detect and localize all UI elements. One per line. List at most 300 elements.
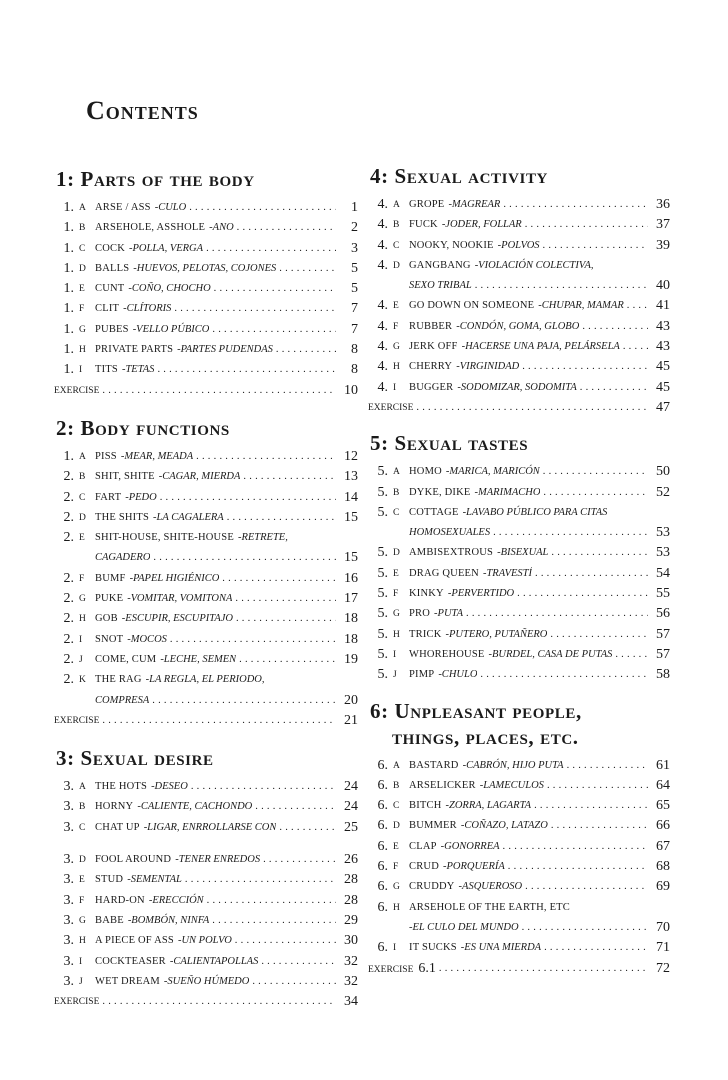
entry-number: 6. xyxy=(377,818,388,834)
entry-term: PUBES xyxy=(95,323,129,335)
entry-text xyxy=(95,239,203,259)
entry-letter: I xyxy=(393,649,397,660)
entry-text xyxy=(409,837,500,857)
dot-leader xyxy=(540,462,648,482)
page-number: 47 xyxy=(656,399,670,415)
entry-translation: -RETRETE, xyxy=(237,532,288,544)
toc-entry[interactable] xyxy=(370,564,670,584)
exercise-number: 6.1 xyxy=(418,960,436,976)
entry-term: DRAG QUEEN xyxy=(409,567,479,579)
entry-translation: -BOMBÓN, NINFA xyxy=(127,914,210,926)
entry-term: BALLS xyxy=(95,262,130,274)
page-number: 18 xyxy=(344,611,358,627)
page-number: 20 xyxy=(344,692,358,708)
toc-entry[interactable] xyxy=(370,215,670,235)
entry-term: CUNT xyxy=(95,283,125,295)
page-number: 7 xyxy=(351,321,358,337)
entry-letter: A xyxy=(79,782,86,793)
entry-term: ARSEHOLE, ASSHOLE xyxy=(95,222,206,234)
entry-term: THE HOTS xyxy=(95,781,148,793)
entry-translation: -PAPEL HIGIÉNICO xyxy=(129,572,220,584)
toc-entry[interactable] xyxy=(370,918,670,938)
entry-letter: I xyxy=(393,382,397,393)
toc-entry[interactable] xyxy=(370,337,670,357)
entry-list xyxy=(370,462,670,685)
entry-list xyxy=(370,195,670,418)
entry-text xyxy=(409,877,522,897)
entry-letter: E xyxy=(393,301,399,312)
entry-number: 4. xyxy=(377,359,388,375)
entry-letter: A xyxy=(393,760,400,771)
page-number: 12 xyxy=(344,448,358,464)
toc-entry[interactable] xyxy=(370,195,670,215)
entry-term: COCK xyxy=(95,242,125,254)
exercise-entry[interactable] xyxy=(54,992,358,1012)
entry-number: 3. xyxy=(63,852,74,868)
entry-number: 3. xyxy=(63,933,74,949)
entry-term: IT SUCKS xyxy=(409,942,457,954)
toc-entry[interactable] xyxy=(370,256,670,276)
entry-spacer xyxy=(56,838,358,850)
toc-section xyxy=(56,745,358,1012)
entry-term: HOMO xyxy=(409,466,442,478)
entry-letter: F xyxy=(79,304,85,315)
page-number: 17 xyxy=(344,591,358,607)
page-number: 45 xyxy=(656,359,670,375)
toc-entry[interactable] xyxy=(56,630,358,650)
entry-number: 2. xyxy=(63,631,74,647)
entry-text xyxy=(95,870,182,890)
entry-number: 4. xyxy=(377,339,388,355)
toc-entry[interactable] xyxy=(56,528,358,548)
entry-translation: -TRAVESTÍ xyxy=(482,567,533,579)
entry-letter: A xyxy=(393,200,400,210)
toc-entry[interactable] xyxy=(56,320,358,340)
toc-entry[interactable] xyxy=(370,776,670,796)
entry-translation: -ZORRA, LAGARTA xyxy=(445,800,532,812)
entry-letter: D xyxy=(393,548,400,559)
toc-entry[interactable] xyxy=(56,340,358,360)
dot-leader xyxy=(540,236,648,256)
entry-letter: A xyxy=(79,451,86,462)
entry-letter: E xyxy=(393,841,399,852)
exercise-entry[interactable] xyxy=(368,398,670,418)
entry-term: PRO xyxy=(409,608,431,620)
entry-list xyxy=(56,198,358,401)
entry-letter: B xyxy=(79,802,86,813)
toc-section xyxy=(56,166,358,401)
entry-term: ARSE / ASS xyxy=(95,202,151,213)
entry-number: 5. xyxy=(377,545,388,561)
dot-leader xyxy=(209,911,336,931)
dot-leader xyxy=(157,488,336,508)
page-number: 69 xyxy=(656,879,670,895)
exercise-entry[interactable] xyxy=(54,711,358,731)
dot-leader xyxy=(612,645,648,665)
dot-leader xyxy=(209,320,336,340)
exercise-label xyxy=(54,711,99,731)
toc-entry[interactable] xyxy=(56,239,358,259)
toc-entry[interactable] xyxy=(370,604,670,624)
entry-number: 5. xyxy=(377,565,388,581)
toc-entry[interactable] xyxy=(370,317,670,337)
toc-entry[interactable] xyxy=(56,818,358,838)
toc-entry[interactable] xyxy=(370,645,670,665)
entry-translation: -MEAR, MEADA xyxy=(120,450,194,462)
entry-translation: -HACERSE UNA PAJA, PELÁRSELA xyxy=(461,341,620,353)
left-column xyxy=(56,166,358,1012)
entry-term: FUCK xyxy=(409,219,438,231)
dot-leader xyxy=(99,711,336,731)
entry-translation: -MARICA, MARICÓN xyxy=(445,466,540,478)
entry-number: 3. xyxy=(63,953,74,969)
entry-text xyxy=(409,776,544,796)
entry-number: 4. xyxy=(377,318,388,334)
entry-term: GO DOWN ON SOMEONE xyxy=(409,300,535,312)
entry-text xyxy=(409,796,531,816)
entry-letter: E xyxy=(79,284,85,295)
page-number: 8 xyxy=(351,342,358,358)
dot-leader xyxy=(154,360,336,380)
entry-term: COTTAGE xyxy=(409,506,459,518)
toc-entry[interactable] xyxy=(370,296,670,316)
dot-leader xyxy=(522,215,648,235)
exercise-entry[interactable] xyxy=(54,381,358,401)
entry-term: BITCH xyxy=(409,800,442,812)
entry-number: 2. xyxy=(63,530,74,546)
toc-section xyxy=(56,415,358,731)
entry-translation: -ERECCIÓN xyxy=(148,894,204,906)
toc-entry[interactable] xyxy=(370,357,670,377)
entry-text xyxy=(409,918,519,938)
toc-entry[interactable] xyxy=(56,259,358,279)
entry-letter: A xyxy=(393,467,400,478)
toc-entry[interactable] xyxy=(56,508,358,528)
entry-text xyxy=(95,670,265,690)
toc-entry[interactable] xyxy=(370,816,670,836)
entry-number: 4. xyxy=(377,197,388,212)
page-number: 70 xyxy=(656,919,670,935)
page-number: 43 xyxy=(656,339,670,355)
entry-term: BUMMER xyxy=(409,820,457,832)
entry-term: CLAP xyxy=(409,840,437,852)
toc-entry[interactable] xyxy=(370,276,670,296)
dot-leader xyxy=(413,398,648,418)
dot-leader xyxy=(519,357,648,377)
toc-entry[interactable] xyxy=(56,589,358,609)
entry-translation: -PUTERO, PUTAÑERO xyxy=(445,628,548,640)
page-number: 30 xyxy=(344,933,358,949)
entry-number: 1. xyxy=(63,240,74,256)
page-number: 19 xyxy=(344,651,358,667)
entry-number: 2. xyxy=(63,570,74,586)
entry-translation: -JODER, FOLLAR xyxy=(441,219,522,231)
dot-leader xyxy=(167,630,336,650)
entry-term: GANGBANG xyxy=(409,259,471,271)
entry-term: BABE xyxy=(95,914,124,926)
entry-translation: -ES UNA MIERDA xyxy=(460,942,542,954)
entry-letter: F xyxy=(393,589,399,600)
entry-term: COME, CUM xyxy=(95,653,157,665)
entry-letter: C xyxy=(79,822,86,833)
toc-entry[interactable] xyxy=(56,972,358,992)
entry-term: GROPE xyxy=(409,199,445,210)
toc-entry[interactable] xyxy=(370,543,670,563)
entry-text xyxy=(409,357,519,377)
entry-term: SHIT, SHITE xyxy=(95,471,155,483)
page-number: 54 xyxy=(656,565,670,581)
entry-translation: -LA REGLA, EL PERIODO, xyxy=(145,674,265,686)
entry-text xyxy=(409,857,505,877)
entry-translation: -TETAS xyxy=(121,364,155,376)
entry-letter: D xyxy=(79,512,86,523)
dot-leader xyxy=(514,584,648,604)
toc-entry[interactable] xyxy=(370,378,670,398)
entry-text xyxy=(95,320,209,340)
page-number: 3 xyxy=(351,240,358,256)
entry-text xyxy=(95,259,276,279)
entry-term: TITS xyxy=(95,364,118,376)
right-column xyxy=(370,163,670,979)
entry-term: PISS xyxy=(95,450,117,462)
entry-letter: D xyxy=(393,821,400,832)
entry-translation: SEXO TRIBAL xyxy=(409,280,472,292)
entry-letter: E xyxy=(79,875,85,886)
toc-entry[interactable] xyxy=(370,625,670,645)
toc-entry[interactable] xyxy=(370,523,670,543)
page-number: 5 xyxy=(351,281,358,297)
entry-number: 2. xyxy=(63,469,74,485)
dot-leader xyxy=(500,837,648,857)
toc-entry[interactable] xyxy=(56,198,358,218)
entry-translation: -CHULO xyxy=(438,669,478,681)
entry-text xyxy=(95,609,233,629)
entry-letter: B xyxy=(393,487,400,498)
entry-text xyxy=(95,891,204,911)
toc-entry[interactable] xyxy=(370,483,670,503)
entry-translation: -BISEXUAL xyxy=(497,547,549,559)
entry-text xyxy=(95,548,150,568)
toc-entry[interactable] xyxy=(56,279,358,299)
toc-entry[interactable] xyxy=(370,584,670,604)
entry-number: 2. xyxy=(63,611,74,627)
toc-entry[interactable] xyxy=(56,952,358,972)
page-number: 58 xyxy=(656,667,670,683)
entry-number: 6. xyxy=(377,798,388,814)
entry-text xyxy=(409,604,463,624)
entry-text xyxy=(409,337,620,357)
entry-text xyxy=(409,236,540,256)
toc-entry[interactable] xyxy=(370,462,670,482)
dot-leader xyxy=(236,650,336,670)
entry-text xyxy=(95,911,209,931)
page-number: 24 xyxy=(344,779,358,795)
entry-number: 2. xyxy=(63,651,74,667)
toc-entry[interactable] xyxy=(370,756,670,776)
entry-number: 5. xyxy=(377,667,388,683)
toc-entry[interactable] xyxy=(56,777,358,797)
toc-entry[interactable] xyxy=(56,488,358,508)
page-number: 26 xyxy=(344,852,358,868)
entry-term: GOB xyxy=(95,613,118,625)
entry-term: ARSELICKER xyxy=(409,779,476,791)
toc-entry[interactable] xyxy=(370,236,670,256)
toc-entry[interactable] xyxy=(56,218,358,238)
page-title: Contents xyxy=(86,96,199,125)
dot-leader xyxy=(463,604,648,624)
toc-entry[interactable] xyxy=(56,911,358,931)
entry-text xyxy=(409,543,548,563)
entry-translation: -CHUPAR, MAMAR xyxy=(538,300,624,312)
toc-entry[interactable] xyxy=(56,670,358,690)
entry-number: 4. xyxy=(377,298,388,314)
dot-leader xyxy=(541,938,648,958)
exercise-label-text: EXERCISE xyxy=(368,964,414,975)
entry-term: BUMF xyxy=(95,572,126,584)
page-number: 32 xyxy=(344,973,358,989)
toc-entry[interactable] xyxy=(56,609,358,629)
entry-list xyxy=(56,447,358,731)
entry-text xyxy=(409,665,477,685)
dot-leader xyxy=(204,891,336,911)
entry-translation: -MOCOS xyxy=(127,633,167,645)
dot-leader xyxy=(522,877,648,897)
toc-entry[interactable] xyxy=(56,691,358,711)
entry-letter: G xyxy=(79,594,86,605)
entry-term: WHOREHOUSE xyxy=(409,648,485,660)
entry-term: TRICK xyxy=(409,628,442,640)
entry-number: 1. xyxy=(63,220,74,236)
entry-letter: C xyxy=(393,801,400,812)
entry-number: 6. xyxy=(377,940,388,956)
toc-entry[interactable] xyxy=(56,797,358,817)
dot-leader xyxy=(233,609,336,629)
page-number: 55 xyxy=(656,586,670,602)
toc-entry[interactable] xyxy=(56,299,358,319)
toc-entry[interactable] xyxy=(370,665,670,685)
page-number: 57 xyxy=(656,646,670,662)
page-number: 67 xyxy=(656,838,670,854)
exercise-label xyxy=(54,992,99,1012)
entry-number: 1. xyxy=(63,342,74,358)
dot-leader xyxy=(232,931,336,951)
toc-entry[interactable] xyxy=(56,548,358,568)
dot-leader xyxy=(519,918,648,938)
toc-section xyxy=(370,430,670,685)
entry-translation: -BURDEL, CASA DE PUTAS xyxy=(488,648,613,660)
toc-entry[interactable] xyxy=(370,503,670,523)
entry-term: HORNY xyxy=(95,801,134,813)
toc-entry[interactable] xyxy=(370,898,670,918)
exercise-entry[interactable] xyxy=(368,959,670,979)
entry-letter: E xyxy=(393,568,399,579)
toc-entry[interactable] xyxy=(56,650,358,670)
entry-number: 5. xyxy=(377,484,388,500)
entry-letter: F xyxy=(79,573,85,584)
entry-letter: B xyxy=(393,220,400,231)
entry-letter: F xyxy=(393,321,399,332)
entry-number: 5. xyxy=(377,464,388,480)
entry-letter: D xyxy=(79,263,86,274)
entry-text xyxy=(409,625,547,645)
dot-leader xyxy=(149,691,336,711)
section-heading xyxy=(370,698,670,750)
exercise-label xyxy=(54,381,99,401)
toc-entry[interactable] xyxy=(370,877,670,897)
entry-text xyxy=(409,816,548,836)
toc-entry[interactable] xyxy=(56,931,358,951)
entry-translation: -HUEVOS, PELOTAS, COJONES xyxy=(133,262,277,274)
entry-number: 3. xyxy=(63,892,74,908)
page-number: 2 xyxy=(351,220,358,236)
toc-entry[interactable] xyxy=(56,850,358,870)
entry-letter: J xyxy=(79,976,83,987)
entry-letter: F xyxy=(393,862,399,873)
entry-text xyxy=(409,898,570,918)
toc-entry[interactable] xyxy=(370,837,670,857)
entry-translation: -PARTES PUDENDAS xyxy=(177,344,273,356)
page-number: 5 xyxy=(351,260,358,276)
dot-leader xyxy=(203,239,336,259)
entry-number: 6. xyxy=(377,838,388,854)
toc-entry[interactable] xyxy=(56,569,358,589)
entry-translation: CAGADERO xyxy=(95,552,151,564)
toc-entry[interactable] xyxy=(56,891,358,911)
entry-translation: -ASQUEROSO xyxy=(458,881,523,893)
page-number: 72 xyxy=(656,960,670,976)
toc-entry[interactable] xyxy=(56,447,358,467)
toc-entry[interactable] xyxy=(370,857,670,877)
page-number: 65 xyxy=(656,798,670,814)
dot-leader xyxy=(579,317,648,337)
toc-entry[interactable] xyxy=(56,360,358,380)
entry-list xyxy=(370,756,670,979)
entry-translation: -LECHE, SEMEN xyxy=(160,653,237,665)
entry-letter: E xyxy=(79,533,85,544)
page-number: 15 xyxy=(344,509,358,525)
entry-letter: C xyxy=(79,243,86,254)
dot-leader xyxy=(260,850,336,870)
toc-entry[interactable] xyxy=(370,796,670,816)
page-number: 16 xyxy=(344,570,358,586)
dot-leader xyxy=(99,381,336,401)
page-number: 64 xyxy=(656,777,670,793)
entry-number: 2. xyxy=(63,489,74,505)
entry-term: JERK OFF xyxy=(409,341,458,353)
toc-entry[interactable] xyxy=(370,938,670,958)
section-heading-line: 2: Body functions xyxy=(56,415,230,440)
dot-leader xyxy=(188,777,336,797)
entry-letter: G xyxy=(393,882,400,893)
entry-translation: -SODOMIZAR, SODOMITA xyxy=(457,381,577,393)
dot-leader xyxy=(276,818,336,838)
entry-text xyxy=(95,467,240,487)
page-number: 68 xyxy=(656,859,670,875)
entry-translation: -CONDÓN, GOMA, GLOBO xyxy=(456,320,580,332)
entry-text xyxy=(95,279,211,299)
entry-term: ARSEHOLE OF THE EARTH, ETC xyxy=(409,901,570,913)
entry-text xyxy=(409,938,541,958)
toc-entry[interactable] xyxy=(56,467,358,487)
entry-term: A PIECE OF ASS xyxy=(95,935,174,947)
entry-translation: -LIGAR, ENRROLLARSE CON xyxy=(143,821,277,833)
exercise-label-text: EXERCISE xyxy=(54,385,100,396)
page-number: 52 xyxy=(656,484,670,500)
toc-entry[interactable] xyxy=(56,870,358,890)
entry-translation: -POLVOS xyxy=(497,239,540,251)
entry-translation: -CULO xyxy=(154,202,187,213)
entry-letter: K xyxy=(79,675,86,686)
